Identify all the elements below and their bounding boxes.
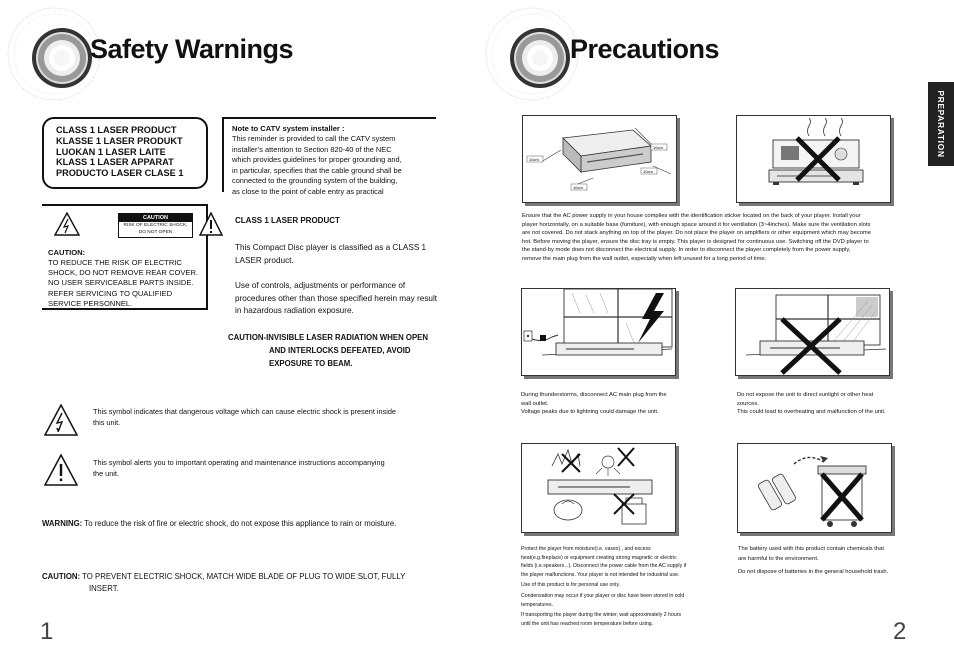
battery-text — [738, 544, 888, 577]
text-line: Do not expose the unit to direct sunlight or other heat — [737, 392, 874, 398]
class1-para2 — [235, 280, 460, 318]
laser-line: KLASS 1 LASER APPARAT — [56, 157, 174, 168]
speaker-badge-icon — [484, 6, 580, 102]
text-line: temperatures. — [521, 601, 554, 608]
text-line: This Compact Disc player is classified as a CLASS 1 — [235, 243, 427, 252]
caution-line: SERVICE PERSONNEL. — [48, 298, 133, 308]
thunder-text — [521, 391, 667, 417]
section-tab-preparation — [928, 82, 954, 166]
text-line: Condensation may occur if your player or disc have been stored in cold — [521, 592, 685, 599]
symbol-voltage-text — [93, 406, 396, 428]
warning-line — [42, 519, 396, 528]
moisture-heat-magnet-illustration — [522, 444, 675, 532]
moisture-text — [521, 545, 686, 628]
text-line: Protect the player from moisture(i.e. vases) , and excess — [521, 546, 651, 552]
text-line: are harmful to the environment. — [738, 556, 819, 563]
caution-sticker — [118, 213, 193, 238]
figure-battery-disposal — [737, 443, 892, 533]
speaker-badge-icon — [6, 6, 102, 102]
sun-text — [737, 391, 886, 417]
text-line: This symbol alerts you to important operating and maintenance instructions accompanying — [93, 458, 385, 467]
catv-note-box — [222, 117, 436, 196]
text-line: This symbol indicates that dangerous voltage which can cause electric shock is present inside — [93, 407, 396, 416]
text-line: player horizontally, on a suitable base (furniture), with enough space around it for ventilation (3~4inches). Make sure the ventilation slots — [522, 221, 871, 228]
symbol-alert-text — [93, 457, 385, 479]
page-number-left: 1 — [40, 618, 54, 645]
caution-line: TO REDUCE THE RISK OF ELECTRIC — [48, 258, 182, 267]
player-with-clearance-illustration — [523, 116, 676, 202]
text-line: hot. Before moving the player, ensure the disc tray is empty. This player is designed for continuous use. Switching off the DVD player to — [522, 238, 869, 245]
battery-trash-illustration — [738, 444, 891, 532]
lightning-window-illustration — [522, 289, 675, 375]
text-line: Use of this product is for personal use only. — [521, 582, 621, 589]
catv-line: This reminder is provided to call the CATV system — [232, 134, 396, 143]
class1-heading: CLASS 1 LASER PRODUCT — [235, 216, 340, 225]
section-tab-label: PREPARATION — [936, 90, 946, 158]
laser-line: CLASS 1 LASER PRODUCT — [56, 125, 177, 135]
figure-moisture-heat — [521, 443, 676, 533]
text-line: heat(e.g.fireplace) or equipment creating strong magnetic or electric — [521, 554, 677, 561]
sunlight-window-illustration — [736, 289, 889, 375]
caution-line: SHOCK, DO NOT REMOVE REAR COVER. — [48, 268, 199, 278]
text-line: in hazardous radiation exposure. — [235, 306, 354, 316]
catv-line: in particular, specifies that the cable ground shall be — [232, 165, 402, 175]
exclamation-warning-icon — [199, 212, 223, 236]
caution-text — [48, 258, 208, 309]
text-line: If transporting the player during the winter, wait approximately 2 hours — [521, 612, 682, 619]
player-on-amplifier-illustration — [737, 116, 890, 202]
caution-line: REFER SERVICING TO QUALIFIED — [48, 288, 173, 298]
lightning-warning-icon — [54, 212, 80, 236]
page-number-right: 2 — [893, 618, 907, 645]
text-line: During thunderstorms, disconnect AC main plug from the — [521, 392, 667, 398]
text-line: wall outlet. — [521, 400, 549, 407]
text-line: are not covered. Do not stack anything on top of the player. Do not place the player on amplifiers or other equipment which may become — [522, 230, 871, 237]
caution-small-line: DO NOT OPEN — [138, 230, 173, 235]
clearance-label: 10cm — [653, 145, 663, 150]
figure-no-stacking — [736, 115, 891, 203]
caution-heading: CAUTION: — [48, 248, 86, 257]
class1-para1 — [235, 242, 455, 267]
text-line: This could lead to overheating and malfunction of the unit. — [737, 409, 886, 416]
caution-small-line: RISK OF ELECTRIC SHOCK, — [123, 223, 188, 228]
caution-plug-line2: INSERT. — [89, 584, 119, 593]
text-line: procedures other than those specified herein may result — [235, 293, 438, 303]
warning-text: To reduce the risk of fire or electric shock, do not expose this appliance to rain or moisture. — [82, 519, 397, 528]
text-line: CAUTION-INVISIBLE LASER RADIATION WHEN OPEN — [228, 333, 428, 342]
text-line: EXPOSURE TO BEAM. — [269, 359, 353, 369]
text-line: the player malfunctions. Your player is not intended for industrial use. — [521, 571, 680, 578]
text-line: Ensure that the AC power supply in your house complies with the identification sticker located on the back of your player. Install your — [522, 213, 861, 219]
clearance-label: 10cm — [529, 157, 539, 162]
laser-line: PRODUCTO LASER CLASE 1 — [56, 168, 184, 179]
text-line: fields (i.e.speakers...). Disconnect the power cable from the AC supply if — [521, 563, 687, 570]
figure-sunlight — [735, 288, 890, 376]
laser-class-box — [42, 117, 208, 189]
caution-plug-label: CAUTION: — [42, 572, 81, 581]
catv-line: as close to the point of cable entry as practical — [232, 186, 384, 196]
text-line: Do not dispose of batteries in the general household trash. — [738, 568, 889, 575]
caution-plug-text: TO PREVENT ELECTRIC SHOCK, MATCH WIDE BLADE OF PLUG TO WIDE SLOT, FULLY — [80, 572, 406, 581]
text-line: Voltage peaks due to lightning could damage the unit. — [521, 409, 659, 416]
caution-tag: CAUTION — [119, 214, 192, 222]
figure-ventilation — [522, 115, 677, 203]
text-line: AND INTERLOCKS DEFEATED, AVOID — [269, 346, 411, 356]
caution-plug — [42, 571, 405, 595]
catv-title: Note to CATV system installer : — [232, 124, 345, 133]
text-line: LASER product. — [235, 255, 294, 265]
clearance-label: 10cm — [643, 169, 653, 174]
text-line: sources. — [737, 400, 759, 407]
laser-line: LUOKAN 1 LASER LAITE — [56, 146, 166, 157]
caution-line: NO USER SERVICEABLE PARTS INSIDE. — [48, 278, 194, 288]
figure-thunderstorm — [521, 288, 676, 376]
lightning-warning-icon — [44, 404, 78, 436]
laser-line: KLASSE 1 LASER PRODUKT — [56, 135, 183, 146]
catv-line: installer’s attention to Section 820-40 of the NEC — [232, 144, 392, 154]
page-title-precautions: Precautions — [570, 34, 720, 64]
catv-line: which provides guidelines for proper grounding and, — [232, 155, 402, 164]
warning-label: WARNING: — [42, 519, 83, 528]
invisible-radiation-caution — [228, 331, 428, 371]
clearance-label: 10cm — [573, 185, 583, 190]
text-line: the unit. — [93, 469, 119, 478]
text-line: The battery used with this product contain chemicals that — [738, 546, 884, 552]
page-title-safety-warnings: Safety Warnings — [90, 34, 294, 64]
text-line: this unit. — [93, 418, 121, 427]
text-line: until the unit has reached room temperature before using. — [521, 620, 654, 627]
text-line: remove the main plug from the wall outlet, especially when left unused for a long period of time. — [522, 255, 767, 262]
caution-label-box — [42, 204, 208, 310]
catv-line: connected to the grounding system of the building, — [232, 176, 398, 185]
ventilation-text — [522, 212, 922, 264]
exclamation-warning-icon — [44, 454, 78, 486]
text-line: Use of controls, adjustments or performance of — [235, 281, 406, 290]
text-line: the stand-by mode does not disconnect the electrical supply. In order to disconnect the player completely from the power supply, — [522, 247, 851, 254]
